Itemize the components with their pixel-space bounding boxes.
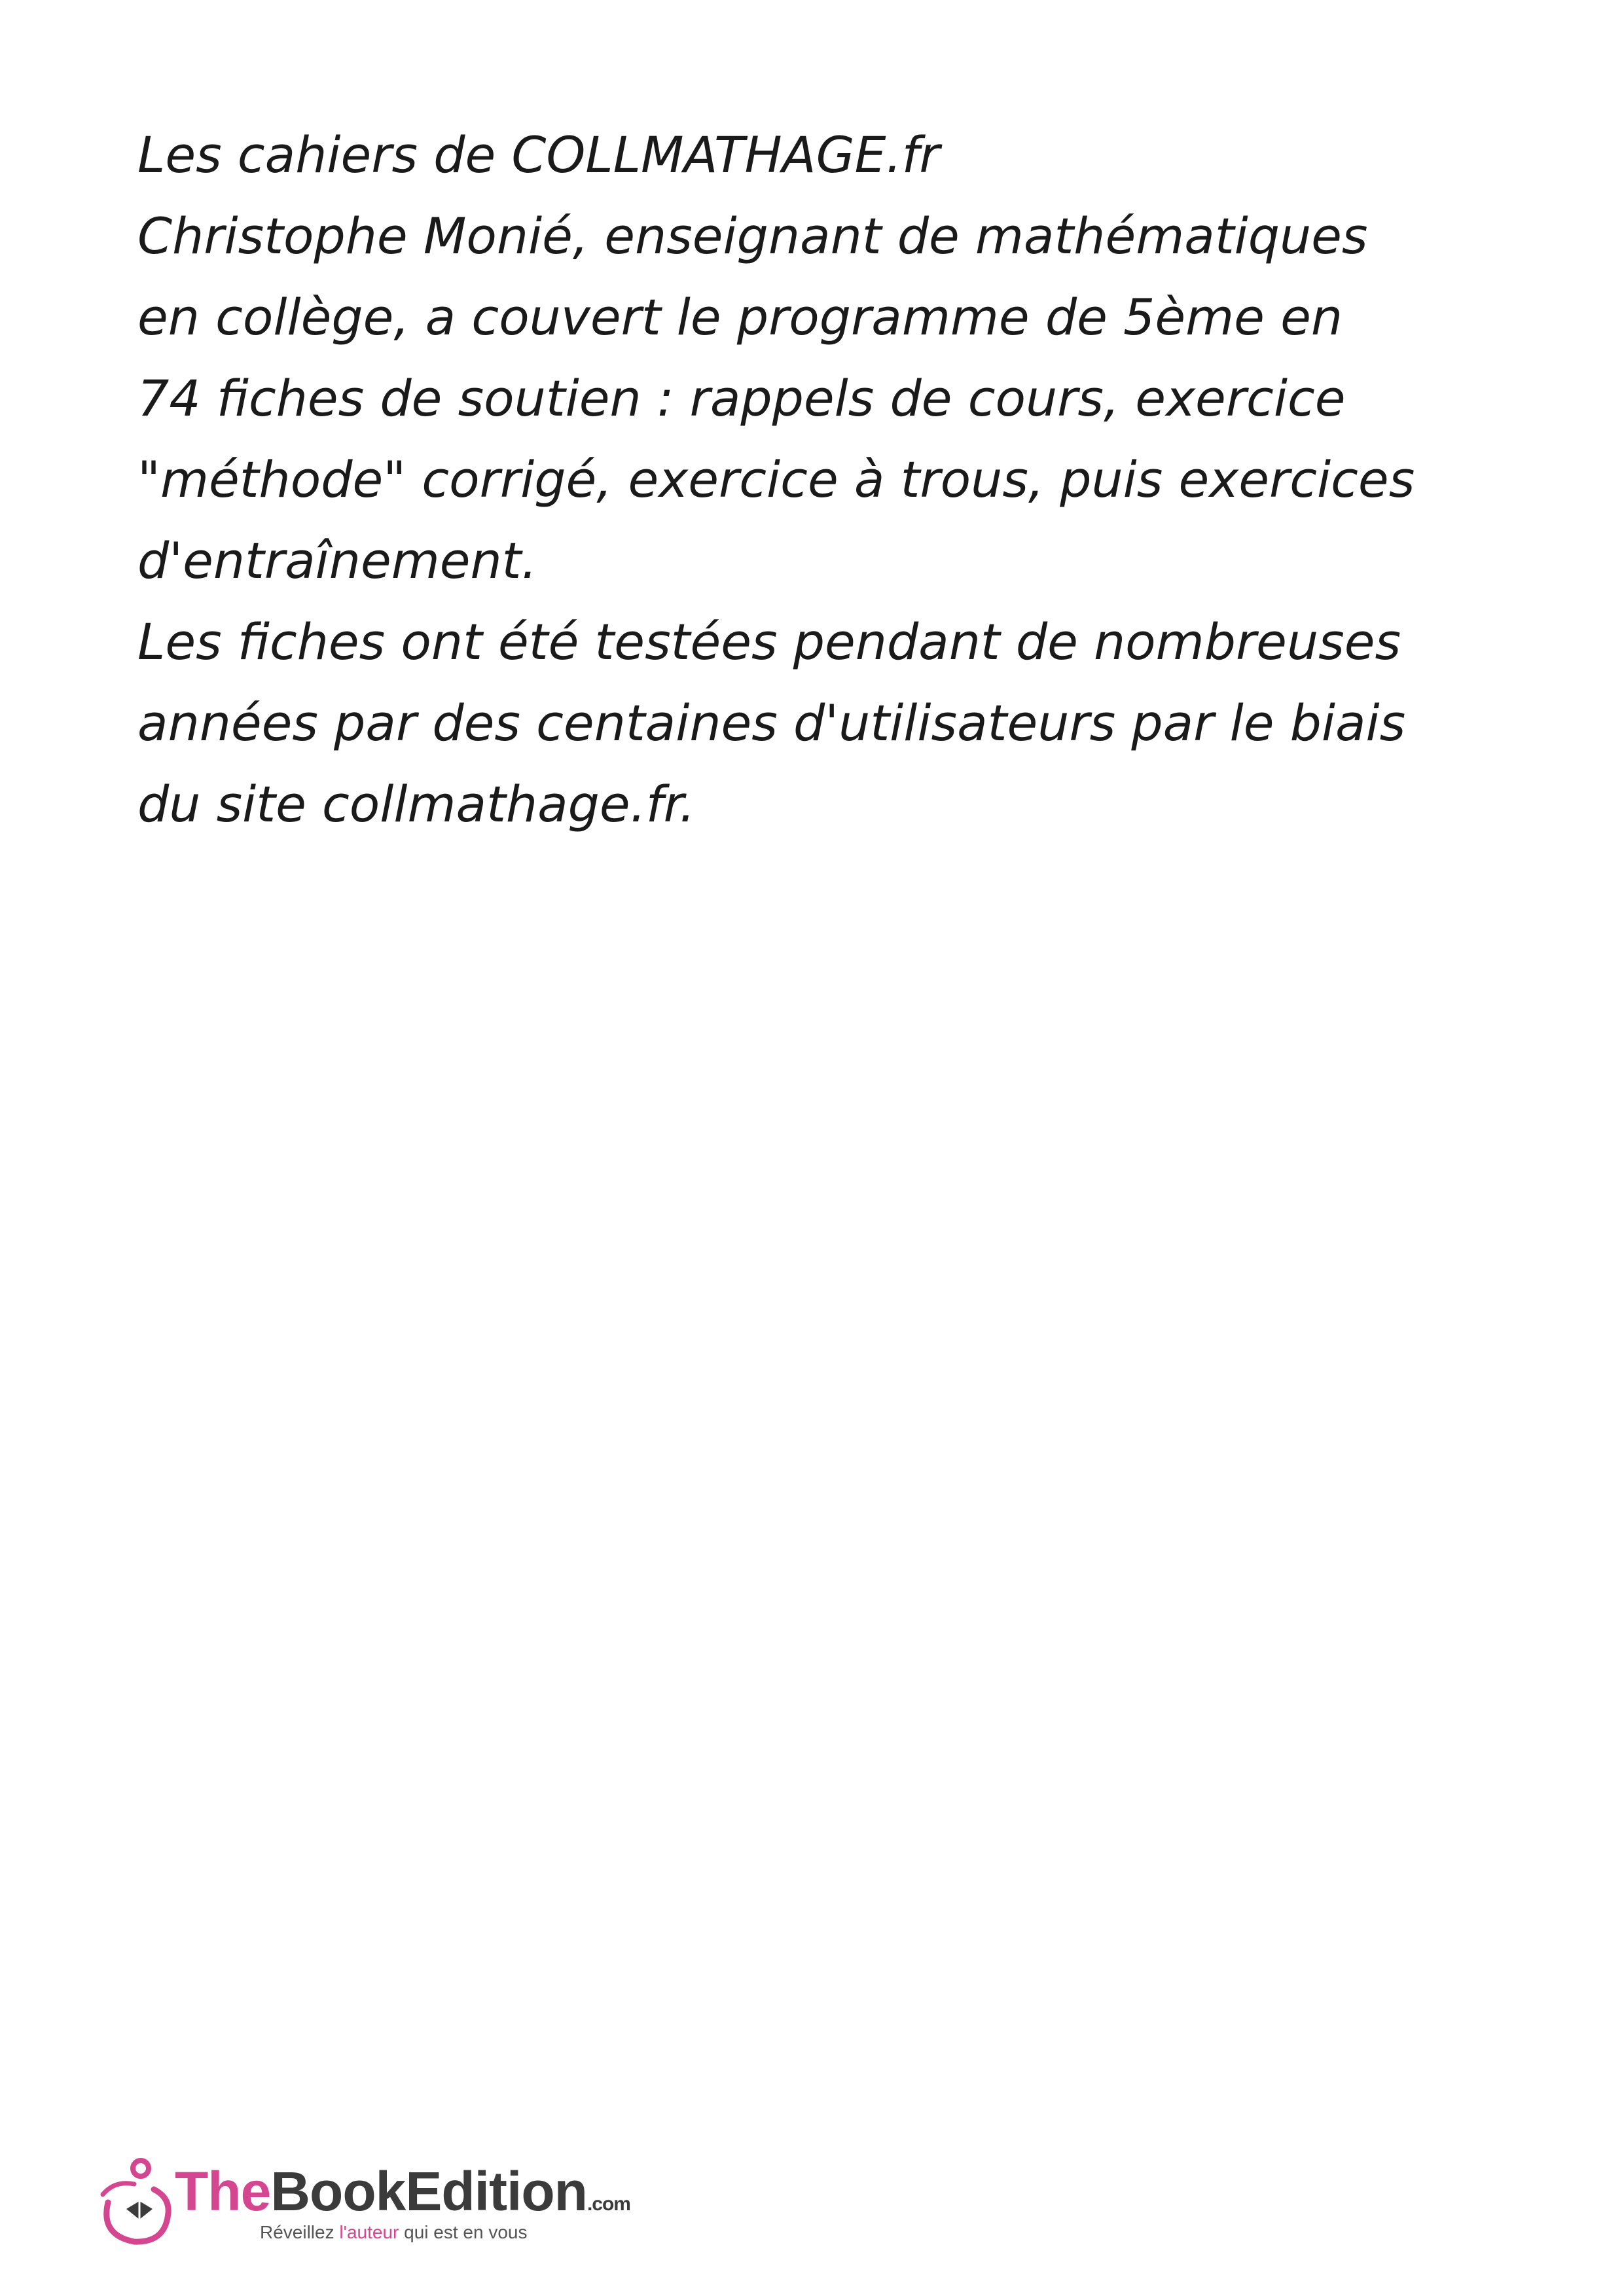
text-line: Christophe Monié, enseignant de mathématiques: [137, 207, 1368, 265]
text-line: du site collmathage.fr.: [137, 775, 695, 833]
logo-tagline: [260, 2222, 527, 2243]
brand-the: The: [175, 2161, 271, 2222]
text-line: d'entraînement.: [137, 531, 537, 590]
text-line: Les cahiers de COLLMATHAGE.fr: [137, 126, 940, 184]
brand-com: .com: [586, 2193, 630, 2215]
brand-book-edition: BookEdition: [270, 2161, 587, 2222]
tagline-start: Réveillez: [260, 2222, 340, 2242]
text-line: Les fiches ont été testées pendant de nombreuses: [137, 613, 1401, 671]
tagline-highlight: l'auteur: [339, 2222, 399, 2242]
description-text: [137, 115, 1512, 845]
text-line: "méthode" corrigé, exercice à trous, puis exercices: [137, 450, 1415, 509]
text-line: années par des centaines d'utilisateurs par le biais: [137, 694, 1406, 752]
text-line: 74 fiches de soutien : rappels de cours, exercice: [137, 369, 1346, 427]
thebookedition-logo: [88, 2157, 630, 2255]
tagline-end: qui est en vous: [399, 2222, 528, 2242]
text-line: en collège, a couvert le programme de 5ème en: [137, 288, 1343, 346]
reader-figure-icon: [88, 2157, 173, 2255]
